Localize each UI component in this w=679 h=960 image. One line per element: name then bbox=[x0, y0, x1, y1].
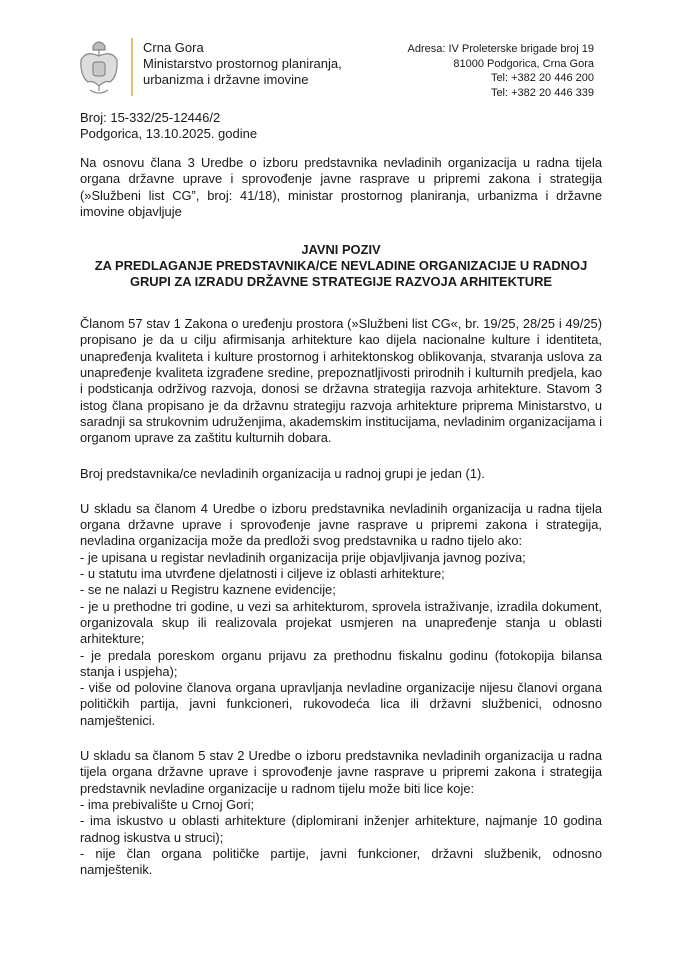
phone-line: Tel: +382 20 446 339 bbox=[490, 86, 594, 99]
requirements-lead: U skladu sa članom 4 Uredbe o izboru predstavnika nevladinih organizacija u radna tijela organa državne uprave i sprovođenje javne rasprave u pripremi zakona i strategija, nevladina organizacija može da predloži svog predstavnika u radno tijelo ako: bbox=[80, 500, 602, 549]
intro-paragraph: Na osnovu člana 3 Uredbe o izboru predstavnika nevladinih organizacija u radna tijela organa državne uprave i sprovođenje javne rasprave u pripremi zakona i strategija (»Službeni list CG”, broj: 41/18), ministar prostornog planiranja, urbanizma i državne imovine objavljuje bbox=[80, 155, 602, 219]
representative-count-paragraph: Broj predstavnika/ce nevladinih organizacija u radnoj grupi je jedan (1). bbox=[80, 465, 485, 481]
org-line: Crna Gora bbox=[143, 40, 204, 55]
org-line: urbanizma i državne imovine bbox=[143, 72, 309, 87]
document-reference bbox=[80, 110, 257, 142]
requirements-lead: U skladu sa članom 5 stav 2 Uredbe o izboru predstavnika nevladinih organizacija u radna tijela organa državne uprave i sprovođenje javne rasprave u pripremi zakona i strategija predstavnik nevladine organizacije u radnom tijelu može biti lice koje: bbox=[80, 748, 602, 796]
requirement-item: - ima iskustvo u oblasti arhitekture (diplomirani inženjer arhitekture, najmanje 10 godina radnog iskustva u struci); bbox=[80, 813, 602, 845]
requirement-item: - je u prethodne tri godine, u vezi sa arhitekturom, sprovela istraživanje, izradila dokument, organizovala skup ili realizovala projekat usmjeren na unapređenje stanja u oblasti arhitekture; bbox=[80, 598, 602, 647]
document-title bbox=[80, 242, 602, 290]
legal-basis-paragraph: Članom 57 stav 1 Zakona o uređenju prostora (»Službeni list CG«, br. 19/25, 28/25 i 49/25) propisano je da u cilju afirmisanja arhitekture kao dijela nacionalne kulture i identiteta, unapređenja kvaliteta i kulture prostornog i arhitektonskog oblikovanja, stvaranja uslova za unapređenje kvaliteta izgrađene sredine, prepoznatljivosti prirodnih i kulturnih predjela, kao i podsticanja održivog razvoja, donosi se državna strategija razvoja arhitekture. Stavom 3 istog člana propisano je da državnu strategiju razvoja arhitekture priprema Ministarstvo, u saradnji sa strukovnim udruženjima, akademskim institucijama, nevladinim organizacijama i organom uprave za zaštitu kulturnih dobara. bbox=[80, 316, 602, 446]
address-line: 81000 Podgorica, Crna Gora bbox=[453, 57, 594, 70]
requirement-item: - je predala poreskom organu prijavu za prethodnu fiskalnu godinu (fotokopija bilansa stanja i uspjeha); bbox=[80, 647, 602, 679]
org-line: Ministarstvo prostornog planiranja, bbox=[143, 56, 342, 71]
phone-line: Tel: +382 20 446 200 bbox=[490, 72, 594, 84]
requirement-item: - nije član organa političke partije, javni funkcioner, državni službenik, odnosno namještenik. bbox=[80, 845, 602, 878]
header-divider bbox=[131, 38, 133, 96]
requirement-item: - se ne nalazi u Registru kaznene evidencije; bbox=[80, 582, 336, 598]
requirement-item: - u statutu ima utvrđene djelatnosti i ciljeve iz oblasti arhitekture; bbox=[80, 566, 445, 582]
requirement-item: - više od polovine članova organa upravljanja nevladine organizacije nijesu članovi organa političkih partija, javni funkcioneri, rukovodeća lica ili državni službenici, odnosno namještenici. bbox=[80, 680, 602, 728]
title-line: ZA PREDLAGANJE PREDSTAVNIKA/CE NEVLADINE ORGANIZACIJE U RADNOJ GRUPI ZA IZRADU DRŽAVNE STRATEGIJE RAZVOJA ARHITEKTURE bbox=[94, 258, 588, 290]
address-line: Adresa: IV Proleterske brigade broj 19 bbox=[407, 43, 594, 55]
contact-address bbox=[408, 42, 595, 100]
place-date: Podgorica, 13.10.2025. godine bbox=[80, 126, 258, 141]
title-line: JAVNI POZIV bbox=[301, 242, 381, 258]
requirement-item: - je upisana u registar nevladinih organizacija prije objavljivanja javnog poziva; bbox=[80, 549, 526, 565]
reference-number: Broj: 15-332/25-12446/2 bbox=[80, 110, 221, 125]
organization-requirements bbox=[80, 501, 602, 729]
coat-of-arms-icon bbox=[78, 36, 120, 98]
representative-requirements bbox=[80, 748, 602, 878]
requirement-item: - ima prebivalište u Crnoj Gori; bbox=[80, 796, 255, 812]
document-body bbox=[80, 155, 602, 878]
ministry-name bbox=[143, 40, 342, 88]
